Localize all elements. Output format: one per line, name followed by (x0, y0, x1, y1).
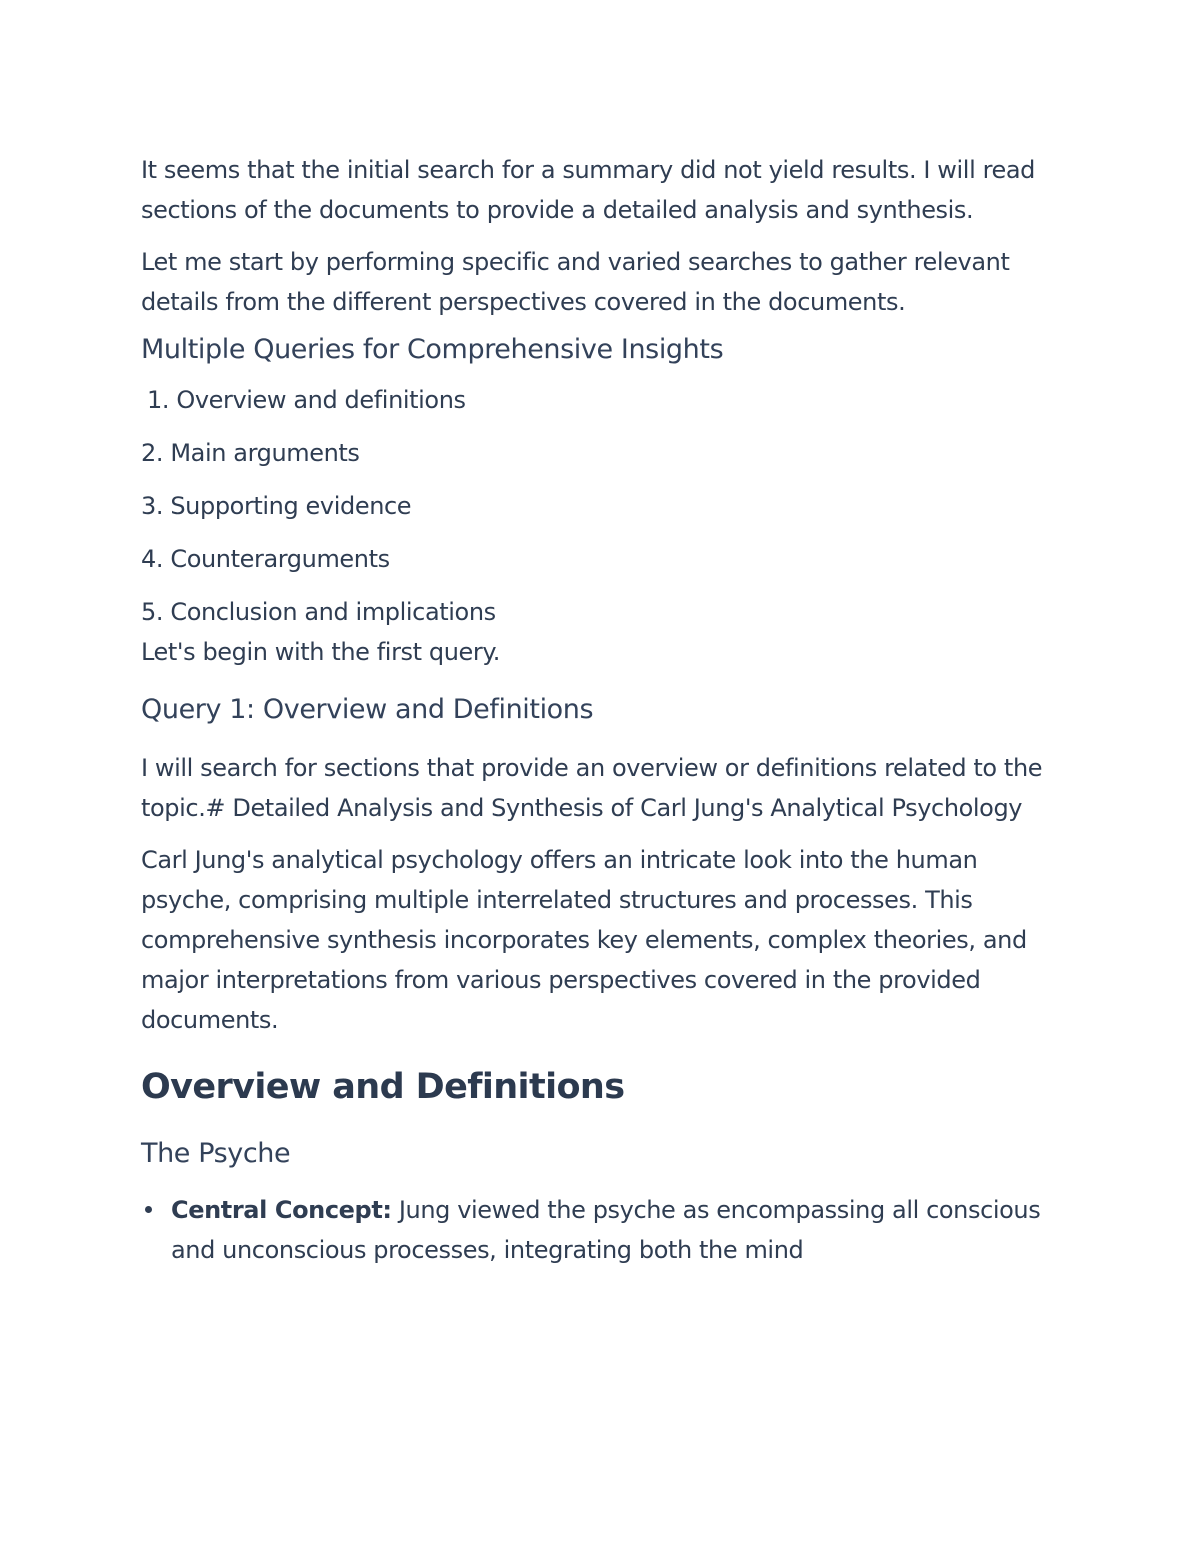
bullet-label: Central Concept: (171, 1196, 392, 1224)
bullet-text: Jung viewed the psyche as encompassing all conscious and unconscious processes, integrating both the mind (171, 1196, 1041, 1264)
list-item-number: 1. (147, 386, 170, 414)
psyche-bullet-list (141, 1190, 1061, 1270)
overview-heading: Overview and Definitions (141, 1067, 625, 1107)
list-item (141, 592, 1061, 632)
list-item-label: Conclusion and implications (170, 598, 496, 626)
list-item (141, 433, 1061, 473)
list-item-label: Overview and definitions (176, 386, 466, 414)
list-item-label: Supporting evidence (170, 492, 412, 520)
list-item-number: 5. (141, 598, 164, 626)
bullet-icon (145, 1206, 152, 1213)
document-page (141, 150, 1061, 1270)
queries-list (141, 380, 1061, 632)
list-item-number: 3. (141, 492, 164, 520)
intro-paragraph-2: Let me start by performing specific and varied searches to gather relevant details from the different perspectives covered in the documents. (141, 248, 1010, 316)
list-item (141, 1190, 1061, 1270)
list-item (141, 486, 1061, 526)
list-item (141, 539, 1061, 579)
list-item-number: 4. (141, 545, 164, 573)
jung-intro-paragraph: Carl Jung's analytical psychology offers an intricate look into the human psyche, comprising multiple interrelated structures and processes. This comprehensive synthesis incorporates key elements, complex theories, and major interpretations from various perspectives covered in the provided documents. (141, 846, 1027, 1034)
list-item-number: 2. (141, 439, 164, 467)
queries-heading: Multiple Queries for Comprehensive Insights (141, 334, 724, 365)
list-item (141, 380, 1061, 420)
query1-paragraph: I will search for sections that provide an overview or definitions related to the topic.# Detailed Analysis and Synthesis of Carl Jung's Analytical Psychology (141, 754, 1043, 822)
list-item-label: Main arguments (170, 439, 360, 467)
psyche-heading: The Psyche (141, 1138, 291, 1169)
intro-paragraph-1: It seems that the initial search for a summary did not yield results. I will read sections of the documents to provide a detailed analysis and synthesis. (141, 156, 1036, 224)
query1-heading: Query 1: Overview and Definitions (141, 694, 594, 725)
list-item-label: Counterarguments (170, 545, 390, 573)
begin-paragraph: Let's begin with the first query. (141, 638, 500, 666)
